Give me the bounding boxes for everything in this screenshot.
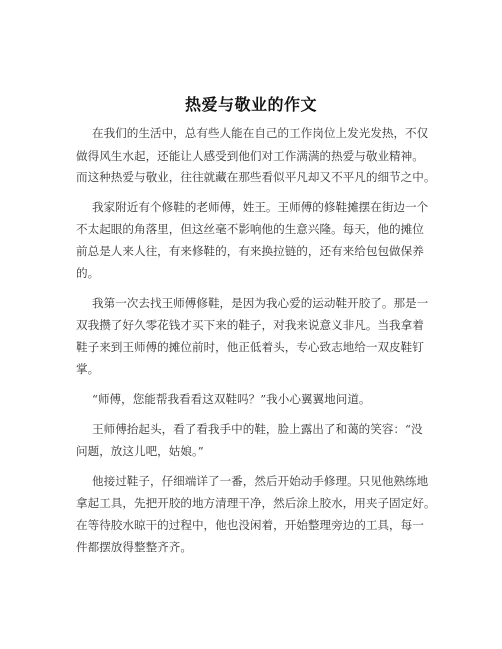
- paragraph-line: 的。: [76, 266, 100, 280]
- paragraph-line: 而这种热爱与敬业，往往就藏在那些看似平凡却又不平凡的细节之中。: [76, 170, 436, 184]
- page-title: 热爱与敬业的作文: [184, 95, 317, 114]
- paragraph-line: 问题，放这儿吧，姑娘。”: [76, 444, 204, 458]
- paragraph-line: “师傅，您能帮我看看这双鞋吗？”我小心翼翼地问道。: [92, 392, 371, 406]
- paragraph-line: 王师傅抬起头，看了看我手中的鞋，脸上露出了和蔼的笑容：“没: [92, 422, 423, 436]
- paragraph-line: 前总是人来人往，有来修鞋的，有来换拉链的，还有来给包包做保养: [76, 244, 424, 258]
- paragraph-line: 不太起眼的角落里，但这丝毫不影响他的生意兴隆。每天，他的摊位: [76, 222, 424, 236]
- paragraph-line: 他接过鞋子，仔细端详了一番，然后开始动手修理。只见他熟练地: [92, 474, 429, 488]
- paragraph-line: 在我们的生活中，总有些人能在自己的工作岗位上发光发热，不仅: [92, 126, 429, 140]
- paragraph-line: 件都摆放得整整齐齐。: [76, 540, 192, 554]
- paragraph-line: 掌。: [76, 362, 100, 376]
- paragraph-line: 在等待胶水晾干的过程中，他也没闲着，开始整理旁边的工具，每一: [76, 518, 424, 532]
- paragraph-line: 我家附近有个修鞋的老师傅，姓王。王师傅的修鞋摊摆在街边一个: [92, 200, 429, 214]
- paragraph-line: 我第一次去找王师傅修鞋，是因为我心爱的运动鞋开胶了。那是一: [92, 296, 429, 310]
- paragraph-line: 做得风生水起，还能让人感受到他们对工作满满的热爱与敬业精神。: [76, 149, 424, 163]
- paragraph-line: 双我攒了好久零花钱才买下来的鞋子，对我来说意义非凡。当我拿着: [76, 318, 424, 332]
- paragraph-line: 拿起工具，先把开胶的地方清理干净，然后涂上胶水，用夹子固定好。: [76, 496, 436, 510]
- paragraph-line: 鞋子来到王师傅的摊位前时，他正低着头，专心致志地给一双皮鞋钉: [76, 340, 424, 354]
